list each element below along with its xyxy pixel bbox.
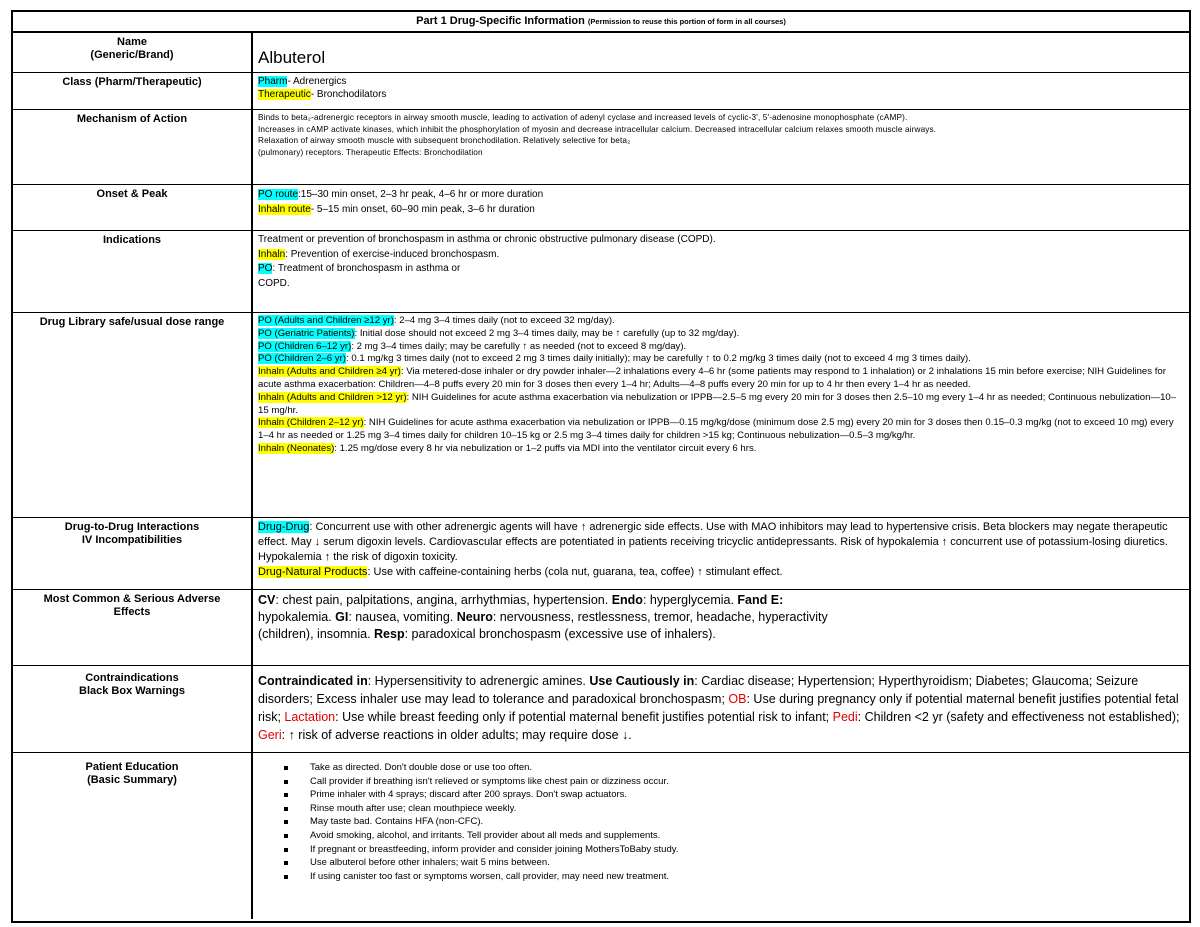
row-dose — [13, 313, 1189, 518]
mechanism-line: (pulmonary) receptors. Therapeutic Effects: Bronchodilation — [258, 147, 483, 157]
label-onset: Onset & Peak — [13, 185, 253, 230]
interactions-value — [253, 518, 1189, 589]
row-indications — [13, 231, 1189, 313]
dose-route-tag: Inhaln (Adults and Children >12 yr) — [258, 391, 407, 403]
therapeutic-tag: Therapeutic — [258, 89, 311, 100]
education-item: Avoid smoking, alcohol, and irritants. Tell provider about all meds and supplements. — [310, 829, 1184, 843]
lactation-tag: Lactation — [284, 710, 336, 724]
label-indications: Indications — [13, 231, 253, 312]
row-onset — [13, 185, 1189, 231]
dose-item — [258, 366, 1184, 392]
mechanism-line: Binds to beta₂-adrenergic receptors in airway smooth muscle, leading to activation of adenyl cyclase and increased levels of cyclic-3', 5'-adenosine monophosphate (cAMP). — [258, 113, 908, 122]
label-adverse — [13, 590, 253, 665]
dose-item — [258, 341, 1184, 354]
label-contra-line1: Contraindications — [85, 672, 179, 684]
dose-route-tag: PO (Adults and Children ≥12 yr) — [258, 315, 394, 326]
education-item: If using canister too fast or symptoms worsen, call provider, may need new treatment. — [310, 870, 1184, 884]
adverse-cv-text: : chest pain, palpitations, angina, arrhythmias, hypertension. — [275, 593, 612, 607]
label-interactions-line1: Drug-to-Drug Interactions — [64, 521, 200, 533]
dose-route-tag: Inhaln (Neonates) — [258, 442, 335, 454]
dose-route-tag: PO (Children 2–6 yr) — [258, 353, 346, 365]
onset-inhaln-text: - 5–15 min onset, 60–90 min peak, 3–6 hr duration — [310, 204, 535, 215]
label-education-line1: Patient Education — [85, 761, 179, 773]
indications-line: Treatment or prevention of bronchospasm in asthma or chronic obstructive pulmonary disease (COPD). — [258, 234, 716, 245]
adverse-resp: Resp — [374, 627, 405, 641]
dose-item — [258, 417, 1184, 443]
row-mechanism — [13, 110, 1189, 185]
mechanism-value — [253, 110, 1189, 184]
contraindicated-text: : Hypersensitivity to adrenergic amines. — [367, 674, 590, 688]
onset-po-text: :15–30 min onset, 2–3 hr peak, 4–6 hr or more duration — [298, 189, 544, 200]
use-cautiously-text: : Cardiac disease; Hypertension; Hyperthyroidism; Diabetes; Glaucoma; Seizure disorders; Excess inhaler use may lead to tolerance and paradoxical bronchospasm; — [258, 674, 1139, 706]
dose-text: : Via metered-dose inhaler or dry powder inhaler—2 inhalations every 4–6 hr (some patients may respond to 1 inhalation) or 2 inhalations 15 min before exercise; NIH Guidelines for acute asthma exacerbation: Children—4–8 puffs every 20 min for 3 doses then every 1–4 hr; Adults—4–8 puffs every 20 min for up to 4 hr then every 1–4 hr as needed. — [258, 366, 1166, 390]
education-list — [258, 761, 1184, 883]
onset-value — [253, 185, 1189, 230]
dose-item — [258, 392, 1184, 418]
contraindicated-tag: Contraindicated in — [258, 674, 368, 688]
education-value — [253, 753, 1189, 919]
row-name — [13, 33, 1189, 73]
row-class — [13, 73, 1189, 110]
indications-po-text: : Treatment of bronchospasm in asthma or — [272, 263, 461, 274]
label-education — [13, 753, 253, 919]
dose-text: : Initial dose should not exceed 2 mg 3–4 times daily, may be ↑ carefully (up to 32 mg/day). — [354, 327, 740, 339]
ob-tag: OB — [728, 692, 747, 706]
label-name-line2: (Generic/Brand) — [90, 49, 174, 61]
drug-information-form — [11, 10, 1191, 923]
dose-list — [253, 313, 1189, 517]
dose-route-tag: PO (Geriatric Patients) — [258, 327, 355, 339]
onset-inhaln-tag: Inhaln route — [258, 204, 311, 215]
adverse-fe: Fand E: — [737, 593, 784, 607]
dose-text: : 2–4 mg 3–4 times daily (not to exceed 32 mg/day). — [393, 315, 615, 326]
dose-text: : 1.25 mg/dose every 8 hr via nebulization or 1–2 puffs via MDI into the ventilator circuit every 6 hrs. — [334, 442, 757, 454]
label-name-line1: Name — [117, 36, 147, 48]
title-main: Part 1 Drug-Specific Information — [416, 15, 585, 27]
indications-value — [253, 231, 1189, 312]
adverse-gi-text: : nausea, vomiting. — [348, 610, 457, 624]
adverse-neuro: Neuro — [456, 610, 493, 624]
pharm-tag: Pharm — [258, 76, 288, 87]
adverse-resp-text: : paradoxical bronchospasm (excessive use of inhalers). — [404, 627, 716, 641]
dose-text: : NIH Guidelines for acute asthma exacerbation via nebulization or IPPB—2.5–5 mg every 20 min for 3 doses then 2.5–10 mg every 1–4 hr as needed; Continuous nebulization—10–15 mg/hr. — [258, 391, 1177, 416]
education-item: Use albuterol before other inhalers; wait 5 mins between. — [310, 856, 1184, 870]
pedi-text: : Children <2 yr (safety and effectiveness not established); — [857, 710, 1180, 724]
onset-po-tag: PO route — [258, 189, 299, 200]
row-education — [13, 753, 1189, 919]
therapeutic-text: - Bronchodilators — [310, 89, 387, 100]
lactation-text: : Use while breast feeding only if potential maternal benefit justifies potential risk to infant; — [335, 710, 833, 724]
education-item: Take as directed. Don't double dose or use too often. — [310, 761, 1184, 775]
adverse-endo-text: : hyperglycemia. — [642, 593, 738, 607]
indications-inhaln-text: : Prevention of exercise-induced bronchospasm. — [285, 248, 500, 260]
dose-route-tag: Inhaln (Children 2–12 yr) — [258, 417, 364, 429]
ob-text: : Use during pregnancy only if potential maternal benefit justifies potential fetal risk; — [258, 692, 1179, 724]
pharm-text: - Adrenergics — [287, 76, 347, 87]
education-item: Prime inhaler with 4 sprays; discard after 200 sprays. Don't swap actuators. — [310, 788, 1184, 802]
dose-text: : NIH Guidelines for acute asthma exacerbation via nebulization or IPPB—0.15 mg/kg/dose (minimum dose 2.5 mg) every 20 min for 3 doses then 0.15–0.3 mg/kg (not to exceed 10 mg) every 1–4 hr as needed or 1.25 mg 3–4 times daily for children 10–15 kg or 2.5 mg 3–4 times daily for children >15 kg; Continuous nebulization—0.5–3 mg/kg/hr. — [258, 417, 1174, 442]
drug-natural-tag: Drug-Natural Products — [258, 566, 368, 578]
geri-tag: Geri — [258, 728, 282, 742]
dose-item — [258, 353, 1184, 366]
label-dose: Drug Library safe/usual dose range — [13, 313, 253, 517]
adverse-endo: Endo — [611, 593, 643, 607]
use-cautiously-tag: Use Cautiously in — [589, 674, 695, 688]
education-item: Rinse mouth after use; clean mouthpiece weekly. — [310, 802, 1184, 816]
education-item: Call provider if breathing isn't relieved or symptoms like chest pain or dizziness occur. — [310, 775, 1184, 789]
dose-item — [258, 443, 1184, 456]
education-item: May taste bad. Contains HFA (non-CFC). — [310, 815, 1184, 829]
dose-item — [258, 328, 1184, 341]
drug-drug-text: : Concurrent use with other adrenergic agents will have ↑ adrenergic side effects. Use with MAO inhibitors may lead to hypertensive crisis. Beta blockers may negate therapeutic effect. May ↓ serum digoxin levels. Cardiovascular effects are potentiated in patients receiving tricyclic antidepressants. Risk of hypokalemia ↑ concurrent use of potassium-losing diuretics. Hypokalemia ↑ the risk of digoxin toxicity. — [258, 521, 1168, 563]
label-class: Class (Pharm/Therapeutic) — [13, 73, 253, 109]
adverse-gi: GI — [335, 610, 349, 624]
row-interactions — [13, 518, 1189, 590]
mechanism-line: Relaxation of airway smooth muscle with subsequent bronchodilation. Relatively selective for beta₂ — [258, 136, 631, 145]
drug-natural-text: : Use with caffeine-containing herbs (cola nut, guarana, tea, coffee) ↑ stimulant effect. — [367, 566, 783, 578]
mechanism-line: Increases in cAMP activate kinases, which inhibit the phosphorylation of myosin and decrease intracellular calcium. Decreased intracellular calcium relaxes smooth muscle airways. — [258, 124, 937, 134]
indications-line: COPD. — [258, 277, 290, 289]
label-mechanism: Mechanism of Action — [13, 110, 253, 184]
adverse-neuro-text: : nervousness, restlessness, tremor, headache, hyperactivity — [492, 610, 828, 624]
dose-route-tag: PO (Children 6–12 yr) — [258, 340, 352, 352]
label-interactions — [13, 518, 253, 589]
adverse-line3: (children), insomnia. — [258, 627, 375, 641]
dose-text: : 2 mg 3–4 times daily; may be carefully ↑ as needed (not to exceed 8 mg/day). — [351, 340, 687, 352]
form-title — [13, 12, 1189, 33]
dose-item — [258, 315, 1184, 328]
pedi-tag: Pedi — [832, 710, 858, 724]
indications-po-tag: PO — [258, 263, 273, 274]
title-note: (Permission to reuse this portion of form in all courses) — [587, 17, 786, 26]
dose-route-tag: Inhaln (Adults and Children ≥4 yr) — [258, 366, 401, 378]
geri-text: : ↑ risk of adverse reactions in older adults; may require dose ↓. — [281, 728, 632, 742]
row-adverse — [13, 590, 1189, 666]
contraindications-value — [253, 666, 1189, 752]
indications-inhaln-tag: Inhaln — [258, 248, 286, 260]
label-education-line2: (Basic Summary) — [87, 774, 177, 786]
row-contraindications — [13, 666, 1189, 753]
drug-drug-tag: Drug-Drug — [258, 521, 310, 533]
dose-text: : 0.1 mg/kg 3 times daily (not to exceed 2 mg 3 times daily initially); may be carefully ↑ to 0.2 mg/kg 3 times daily (not to exceed 4 mg 3 times daily). — [345, 353, 971, 365]
adverse-cv: CV — [258, 593, 276, 607]
education-item: If pregnant or breastfeeding, inform provider and consider joining MothersToBaby study. — [310, 843, 1184, 857]
class-value — [253, 73, 1189, 109]
adverse-line2: hypokalemia. — [258, 610, 336, 624]
adverse-value — [253, 590, 1189, 665]
drug-name: Albuterol — [258, 48, 326, 67]
label-contra-line2: Black Box Warnings — [79, 685, 185, 697]
label-adverse-line2: Effects — [113, 606, 151, 618]
label-contraindications — [13, 666, 253, 752]
label-adverse-line1: Most Common & Serious Adverse — [43, 593, 221, 605]
label-name — [13, 33, 253, 72]
label-interactions-line2: IV Incompatibilities — [81, 534, 183, 546]
